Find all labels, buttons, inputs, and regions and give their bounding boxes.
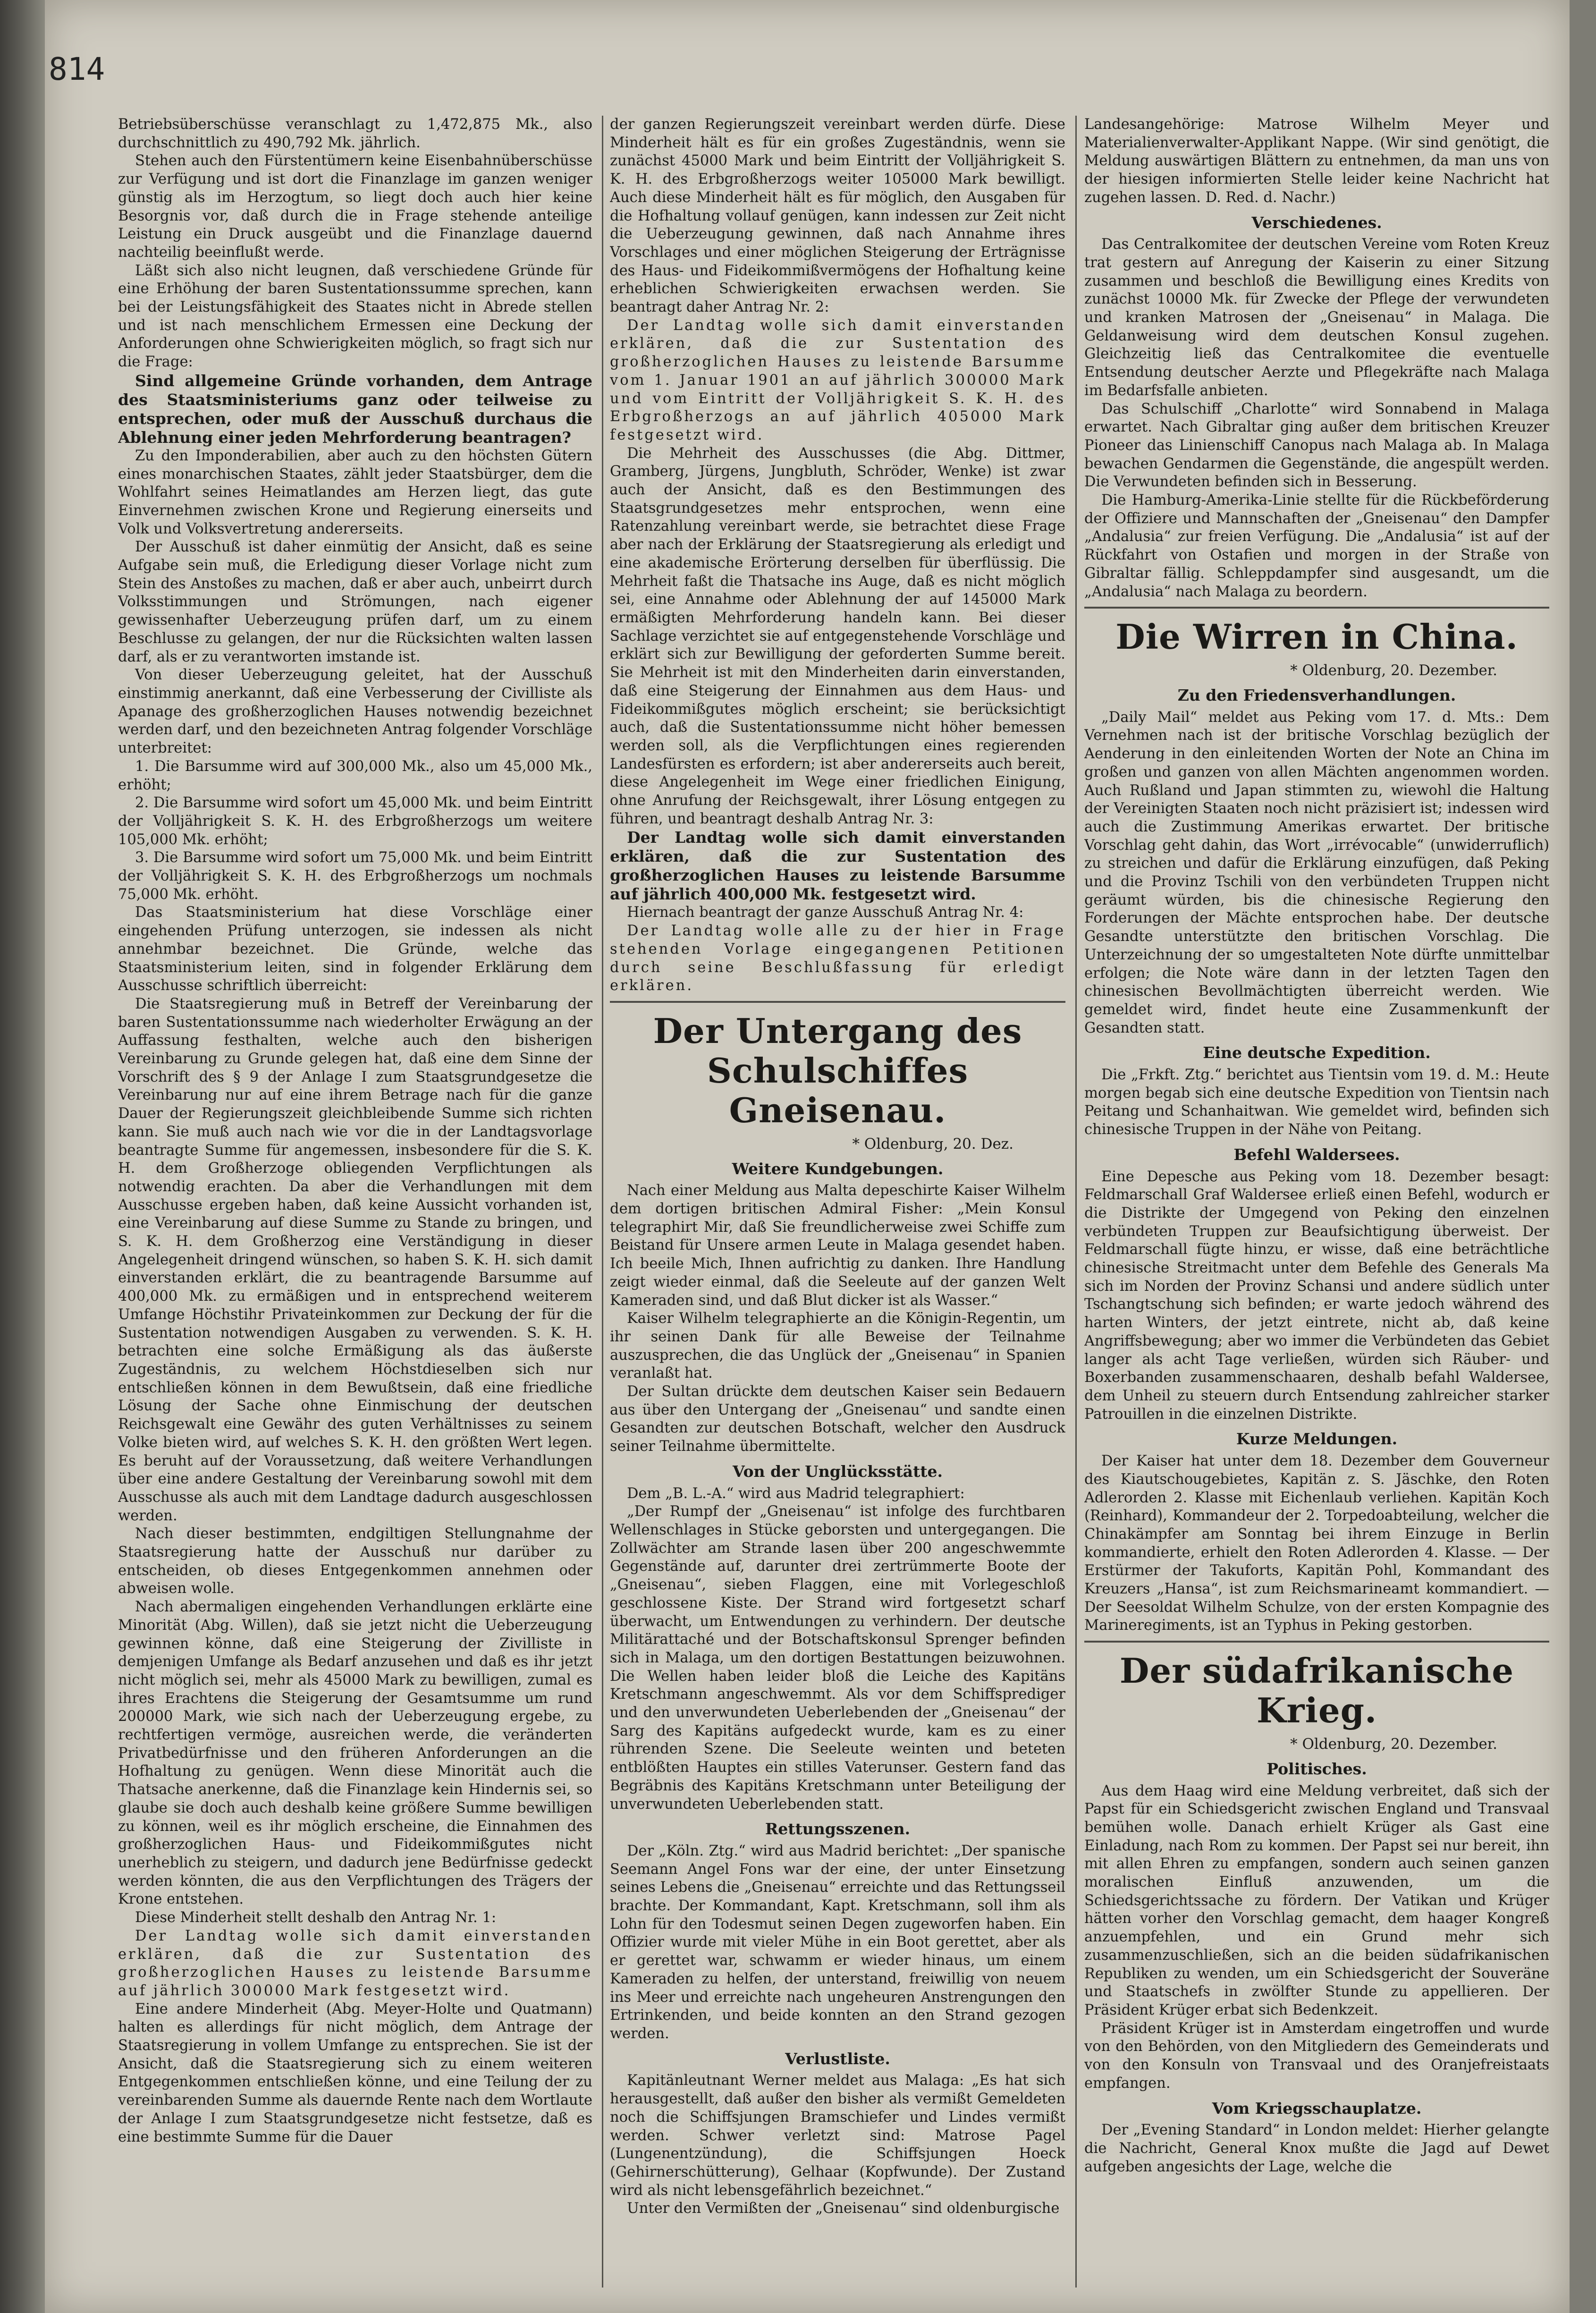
paragraph: Präsident Krüger ist in Amsterdam eingetroffen und wurde von den Behörden, von den Mitgliedern des Gemeinderats und von den Konsuln von Transvaal und des Oranjefreistaats empfangen.	[1084, 2020, 1549, 2092]
paragraph: Nach dieser bestimmten, endgiltigen Stellungnahme der Staatsregierung hatte der Ausschuß nur darüber zu entscheiden, ob dieses Entgegenkommen annehmen oder abweisen wolle.	[118, 1525, 592, 1597]
paragraph: Das Schulschiff „Charlotte“ wird Sonnabend in Malaga erwartet. Nach Gibraltar ging außer dem britischen Kreuzer Pioneer das Linienschiff Canopus nach Malaga ab. In Malaga bewachen Gendarmen die Gegenstände, die angespült werden. Die Verwundeten befinden sich in Besserung.	[1084, 400, 1549, 491]
paragraph: Hiernach beantragt der ganze Ausschuß Antrag Nr. 4:	[627, 904, 1024, 921]
subheading: Eine deutsche Expedition.	[1203, 1043, 1431, 1062]
paragraph: Der „Evening Standard“ in London meldet: Hierher gelangte die Nachricht, General Knox mußte die Jagd auf Dewet aufgeben angesichts der Lage, welche die	[1084, 2122, 1549, 2175]
section-rule	[610, 1001, 1065, 1003]
motion-text: Der Landtag wolle alle zu der hier in Frage stehenden Vorlage eingegangenen Petitionen durch seine Beschlußfassung für erledigt erklären.	[610, 923, 1065, 994]
paragraph: Betriebsüberschüsse veranschlagt zu 1,472,875 Mk., also durchschnittlich zu 490,792 Mk. jährlich.	[118, 116, 592, 151]
article-headline: Die Wirren in China.	[1115, 617, 1518, 657]
paragraph: Diese Minderheit stellt deshalb den Antrag Nr. 1:	[135, 1909, 497, 1926]
dateline: * Oldenburg, 20. Dez.	[852, 1135, 1013, 1152]
paragraph: Kapitänleutnant Werner meldet aus Malaga: „Es hat sich herausgestellt, daß außer den bisher als vermißt Gemeldeten noch die Schiffsjungen Bramschiefer und Lindes vermißt werden. Schwer verletzt sind: Matrose Pagel (Lungenentzündung), die Schiffsjungen Hoeck (Gehirnerschütterung), Gelhaar (Kopfwunde). Der Zustand wird als nicht lebensgefährlich bezeichnet.“	[610, 2072, 1065, 2199]
motion-text: Der Landtag wolle sich damit einverstanden erklären, daß die zur Sustentation des großherzoglichen Hauses zu leistende Barsumme auf jährlich 400,000 Mk. festgesetzt wird.	[610, 828, 1065, 904]
paragraph: Dem „B. L.-A.“ wird aus Madrid telegraphiert:	[627, 1485, 965, 1502]
list-item: 3. Die Barsumme wird sofort um 75,000 Mk. und beim Eintritt der Volljährigkeit S. K. H. des Erbgroßherzogs um nochmals 75,000 Mk. erhöht.	[118, 849, 592, 903]
motion-text: Der Landtag wolle sich damit einverstanden erklären, daß die zur Sustentation des großherzoglichen Hauses zu leistende Barsumme vom 1. Januar 1901 an auf jährlich 300000 Mark und vom Eintritt der Volljährigkeit S. K. H. des Erbgroßherzogs an auf jährlich 405000 Mark festgesetzt wird.	[610, 317, 1065, 443]
subheading: Von der Unglücksstätte.	[732, 1462, 943, 1481]
section-rule	[1084, 1641, 1549, 1643]
paragraph: Der Sultan drückte dem deutschen Kaiser sein Bedauern aus über den Untergang der „Gneisenau“ und sandte einen Gesandten zur deutschen Botschaft, welcher den Ausdruck seiner Teilnahme übermittelte.	[610, 1383, 1065, 1455]
paragraph: Die Mehrheit des Ausschusses (die Abg. Dittmer, Gramberg, Jürgens, Jungbluth, Schröder, Wenke) ist zwar auch der Ansicht, daß es den Bestimmungen des Staatsgrundgesetzes mehr entsprochen, wenn eine Ratenzahlung vereinbart werde, sie betrachtet diese Frage aber nach der Erklärung der Staatsregierung als erledigt und eine akademische Erörterung derselben für überflüssig. Die Mehrheit faßt die Thatsache ins Auge, daß es nicht möglich sei, eine Annahme oder Ablehnung der auf 145000 Mark ermäßigten Mehrforderung handeln kann. Bei dieser Sachlage verzichtet sie auf entgegenstehende Vorschläge und erklärt sich zur Bewilligung der geforderten Summe bereit. Sie Mehrheit ist mit den Minderheiten darin einverstanden, daß eine Steigerung der Einnahmen aus dem Haus- und Fideikommißgutes möglich erscheint; sie berücksichtigt auch, daß die Sustentationssumme nicht höher bemessen werden soll, als die Verpflichtungen eines regierenden Landesfürsten es erfordern; ist aber andererseits auch bereit, diese Angelegenheit im Wege einer friedlichen Einigung, ohne Anrufung der Reichsgewalt, ihrer Lösung entgegen zu führen, und beantragt deshalb Antrag Nr. 3:	[610, 445, 1065, 827]
paragraph: Der Ausschuß ist daher einmütig der Ansicht, daß es seine Aufgabe sein muß, die Erledigung dieser Vorlage nicht zum Stein des Anstoßes zu machen, daß er aber auch, unbeirrt durch Volksstimmungen und Strömungen, nach eigener gewissenhafter Ueberzeugung prüfen darf, um zu einem Beschlusse zu gelangen, der nur die Rücksichten walten lassen darf, als er zu verantworten imstande ist.	[118, 539, 592, 665]
motion-text: Der Landtag wolle sich damit einverstanden erklären, daß die zur Sustentation des großherzoglichen Hauses zu leistende Barsumme auf jährlich 300000 Mark festgesetzt wird.	[118, 1927, 592, 1999]
dateline: * Oldenburg, 20. Dezember.	[1290, 1736, 1497, 1753]
paragraph: Die Staatsregierung muß in Betreff der Vereinbarung der baren Sustentationssumme nach wiederholter Erwägung an der Auffassung festhalten, welche auch den bisherigen Vereinbarung zu Grunde gelegen hat, daß eine dem Sinne der Vorschrift des § 9 der Anlage I zum Staatsgrundgesetze die Vereinbarung nur auf eine ihrem Betrage nach für die ganze Dauer der Regierungszeit gleichbleibende Summe sich richten kann. Sie muß auch nach wie vor die in der Landtagsvorlage beantragte Summe für angemessen, insbesondere für die S. K. H. dem Großherzoge obliegenden Verpflichtungen als notwendig erachten. Da aber die Verhandlungen mit dem Ausschusse ergeben haben, daß keine Aussicht vorhanden ist, eine Vereinbarung auf diese Summe zu Stande zu bringen, und S. K. H. dem Großherzog eine Verständigung in dieser Angelegenheit dringend wünschen, so haben S. K. H. sich damit einverstanden erklärt, die zu beantragende Barsumme auf 400,000 Mk. zu ermäßigen und in entsprechend weiterem Umfange Höchstihr Privateinkommen zur Deckung der für die Sustentation notwendigen Ausgaben zu verwenden. S. K. H. betrachten eine solche Ermäßigung als das äußerste Zugeständnis, zu welchem Höchstdieselben sich nur entschließen können in dem Bewußtsein, daß eine friedliche Lösung der Sache ohne Einmischung der deutschen Reichsgewalt eine Gewähr des guten Verhältnisses zu seinem Volke bieten wird, auf welches S. K. H. den größten Wert legen. Es beruht auf der Voraussetzung, daß weitere Verhandlungen über eine andere Gestaltung der Vereinbarung sowohl mit dem Ausschusse als auch mit dem Landtage dadurch ausgeschlossen werden.	[118, 995, 592, 1524]
column-2	[610, 116, 1065, 2288]
subheading: Befehl Waldersees.	[1233, 1145, 1400, 1164]
article-headline: Der Untergang des Schulschiffes Gneisenau.	[653, 1010, 1022, 1130]
subheading: Kurze Meldungen.	[1236, 1430, 1398, 1449]
paragraph: Unter den Vermißten der „Gneisenau“ sind oldenburgische	[627, 2200, 1060, 2217]
paragraph: Von dieser Ueberzeugung geleitet, hat der Ausschuß einstimmig anerkannt, daß eine Verbesserung der Civilliste als Apanage des großherzoglichen Hauses notwendig bezeichnet werden darf, und den bezeichneten Antrag folgender Vorschläge unterbreitet:	[118, 667, 592, 757]
paragraph: Die „Frkft. Ztg.“ berichtet aus Tientsin vom 19. d. M.: Heute morgen begab sich eine deutsche Expedition von Tientsin nach Peitang und Schanhaitwan. Wie gemeldet wird, befinden sich chinesische Truppen in der Nähe von Peitang.	[1084, 1067, 1549, 1138]
paragraph: Nach abermaligen eingehenden Verhandlungen erklärte eine Minorität (Abg. Willen), daß sie jetzt nicht die Ueberzeugung gewinnen könne, daß eine Steigerung der Zivilliste in demjenigen Umfange als Bedarf anzusehen und daß es ihr jetzt nicht möglich sei, mehr als 45000 Mark zu bewilligen, zumal es ihres Erachtens die Steigerung der Gesamtsumme um rund 200000 Mark, wie sich nach der Ueberzeugung ergebe, zu rechtfertigen vermöge, ausreichen werde, die veränderten Privatbedürfnisse und den früheren Anforderungen an die Hofhaltung zu genügen. Wenn diese Minorität auch die Thatsache anerkenne, daß die Finanzlage kein Hindernis sei, so glaube sie doch auch deshalb keine größere Summe bewilligen zu können, weil es ihr möglich erscheine, die Einnahmen des großherzoglichen Haus- und Fideikommißgutes nicht unerheblich zu steigern, und dadurch jene Bedürfnisse gedeckt werden könnten, die aus den Verpflichtungen des Trägers der Krone entstehen.	[118, 1599, 592, 1908]
column-1	[118, 116, 592, 2288]
paragraph: Läßt sich also nicht leugnen, daß verschiedene Gründe für eine Erhöhung der baren Sustentationssumme sprechen, kann bei der Leistungsfähigkeit des Staates nicht in Abrede stellen und ist nach menschlichem Ermessen eine Deckung der Anforderungen ohne Schwierigkeiten möglich, so fragt sich nur die Frage:	[118, 262, 592, 371]
paragraph: Die Hamburg-Amerika-Linie stellte für die Rückbeförderung der Offiziere und Mannschaften der „Gneisenau“ den Dampfer „Andalusia“ zur freien Verfügung. Die „Andalusia“ ist auf der Rückfahrt von Ostafien und morgen in der Straße von Gibraltar fällig. Schleppdampfer sind ausgesandt, um die „Andalusia“ nach Malaga zu beordern.	[1084, 492, 1549, 600]
list-item: 1. Die Barsumme wird auf 300,000 Mk., also um 45,000 Mk., erhöht;	[118, 758, 592, 793]
paragraph: „Daily Mail“ meldet aus Peking vom 17. d. Mts.: Dem Vernehmen nach ist der britische Vorschlag bezüglich der Aenderung in den einleitenden Worten der Note an China im großen und ganzen von allen Mächten angenommen worden. Auch Rußland und Japan stimmten zu, wiewohl die Haltung der Vereinigten Staaten noch nicht präzisiert ist; indessen wird auch die Zustimmung Amerikas erwartet. Der britische Vorschlag geht dahin, das Wort „irrévocable“ (unwiderruflich) zu streichen und dafür die Erklärung einzufügen, daß Peking und die Provinz Tschili von den verbündeten Truppen nicht geräumt würden, bis die chinesische Regierung den Forderungen der Mächte entsprochen habe. Der deutsche Gesandte unterstützte den britischen Vorschlag. Die Unterzeichnung der so umgestalteten Note dürfte unmittelbar erfolgen; die Note wäre dann in der letzten Tagen den chinesischen Bevollmächtigten überreicht werden. Wie gemeldet wird, findet heute eine Zusammenkunft der Gesandten statt.	[1084, 709, 1549, 1036]
article-headline: Der südafrikanische Krieg.	[1119, 1651, 1514, 1731]
column-3	[1084, 116, 1549, 2288]
paragraph: Eine Depesche aus Peking vom 18. Dezember besagt: Feldmarschall Graf Waldersee erließ einen Befehl, wodurch er die Distrikte der Umgegend von Peking den einzelnen verbündeten Truppen zur Beaufsichtigung überweist. Der Feldmarschall fügte hinzu, er wisse, daß eine beträchtliche chinesische Streitmacht unter dem Befehle des Generals Ma sich im Norden der Provinz Schansi und andere südlich unter Tschangtschung sich befinden; er warte jedoch während des harten Winters, der jetzt eintrete, nicht ab, daß keine Angriffsbewegung; aber wo immer die Verbündeten das Gebiet langer als acht Tage verließen, würden sich Räuber- und Boxerbanden zusammenschaaren, deshalb befahl Waldersee, dem Unheil zu steuern durch Entsendung zahlreicher starker Patrouillen in die einzelnen Distrikte.	[1084, 1168, 1549, 1423]
subheading: Politisches.	[1267, 1759, 1367, 1778]
paragraph: Eine andere Minderheit (Abg. Meyer-Holte und Quatmann) halten es allerdings für nicht möglich, dem Antrage der Staatsregierung in vollem Umfange zu entsprechen. Sie ist der Ansicht, daß die Staatsregierung sich zu einem weiteren Entgegenkommen entschließen könne, und eine Teilung der zu vereinbarenden Summe als dauernde Rente nach dem Wortlaute der Anlage I zum Staatsgrundgesetze nicht festsetze, daß es eine bestimmte Summe für die Dauer	[118, 2000, 592, 2145]
paragraph: „Der Rumpf der „Gneisenau“ ist infolge des furchtbaren Wellenschlages in Stücke geborsten und untergegangen. Die Zollwächter am Strande lasen über 200 angeschwemmte Gegenstände auf, darunter drei zertrümmerte Boote der „Gneisenau“, sieben Flaggen, eine mit Vorlegeschloß geschlossene Kiste. Der Strand wird fortgesetzt scharf überwacht, um Entwendungen zu verhindern. Der deutsche Militärattaché und der Botschaftskonsul Sprenger befinden sich in Malaga, um den dortigen Bestattungen beizuwohnen. Die Wellen haben leider bloß die Leiche des Kapitäns Kretschmann angeschwemmt. Als vor dem Schiffsprediger und den unverwundeten Ueberlebenden der „Gneisenau“ der Sarg des Kapitäns aufgedeckt wurde, kam es zu einer rührenden Szene. Die Seeleute weinten und beteten entblößten Hauptes ein stilles Vaterunser. Gestern fand das Begräbnis des Kapitäns Kretschmann unter Beteiligung der unverwundeten Ueberlebenden statt.	[610, 1503, 1065, 1813]
paragraph: Stehen auch den Fürstentümern keine Eisenbahnüberschüsse zur Verfügung und ist dort die Finanzlage im ganzen weniger günstig als im Herzogtum, so liegt doch auch hier keine Besorgnis vor, daß durch die in Frage stehende anteilige Leistung ein Druck ausgeübt und die Finanzlage dauernd nachteilig beeinflußt werde.	[118, 153, 592, 261]
dateline: * Oldenburg, 20. Dezember.	[1290, 662, 1497, 679]
column-rule	[1075, 116, 1077, 2288]
question-lead: Sind allgemeine Gründe vorhanden, dem Antrage des Staatsministeriums ganz oder teilweise zu entsprechen, oder muß der Ausschuß durchaus die Ablehnung einer jeden Mehrforderung beantragen?	[118, 371, 592, 447]
column-rule	[602, 116, 603, 2288]
newspaper-page	[45, 0, 1570, 2313]
section-rule	[1084, 607, 1549, 609]
subheading: Weitere Kundgebungen.	[732, 1159, 944, 1178]
page-number: 814	[49, 51, 105, 87]
paragraph: Der „Köln. Ztg.“ wird aus Madrid berichtet: „Der spanische Seemann Angel Fons war der eine, der unter Einsetzung seines Lebens die „Gneisenau“ erreichte und das Rettungsseil brachte. Der Kommandant, Kapt. Kretschmann, soll ihm als Lohn für den Todesmut seinen Degen zugeworfen haben. Ein Offizier wurde mit vieler Mühe in ein Boot gerettet, aber als er gerettet war, schwamm er wieder hinaus, um einem Kameraden zu helfen, der unterstand, freiwillig von neuem ins Meer und erreichte nach ungeheuren Anstrengungen den Ertrinkenden, und beide konnten an den Strand gezogen werden.	[610, 1842, 1065, 2042]
subheading: Verschiedenes.	[1251, 213, 1382, 232]
paragraph: Das Centralkomitee der deutschen Vereine vom Roten Kreuz trat gestern auf Anregung der Kaiserin zu einer Sitzung zusammen und beschloß die Bewilligung eines Kredits von zunächst 10000 Mk. für Zwecke der Pflege der verwundeten und kranken Matrosen der „Gneisenau“ in Malaga. Die Geldanweisung wird dem deutschen Konsul zugehen. Gleichzeitig ließ das Centralkomitee die eventuelle Entsendung deutscher Aerzte und Pflegekräfte nach Malaga im Bedarfsfalle anbieten.	[1084, 236, 1549, 399]
paragraph: Aus dem Haag wird eine Meldung verbreitet, daß sich der Papst für ein Schiedsgericht zwischen England und Transvaal bemühen wolle. Danach erhielt Krüger als Gast eine Einladung, nach Rom zu kommen. Der Papst sei nur bereit, ihn mit allen Ehren zu empfangen, sondern auch seinen ganzen moralischen Einfluß anzuwenden, um die Schiedsgerichtssache zu fördern. Der Vatikan und Krüger hätten vorher den Vorschlag gemacht, dem haager Kongreß anzuempfehlen, und ein Grund mehr sich zusammenzuschließen, sich an die beiden südafrikanischen Republiken zu wenden, um ein Schiedsgericht der Souveräne und Staatschefs in zwölfter Stunde zu appellieren. Der Präsident Krüger erbat sich Bedenkzeit.	[1084, 1782, 1549, 2018]
paragraph: Kaiser Wilhelm telegraphierte an die Königin-Regentin, um ihr seinen Dank für alle Beweise der Teilnahme auszusprechen, die das Unglück der „Gneisenau“ in Spanien veranlaßt hat.	[610, 1310, 1065, 1382]
book-binding	[0, 0, 45, 2313]
subheading: Zu den Friedensverhandlungen.	[1177, 686, 1456, 704]
paragraph: Zu den Imponderabilien, aber auch zu den höchsten Gütern eines monarchischen Staates, zählt jeder Staatsbürger, dem die Wohlfahrt seines Heimatlandes am Herzen liegt, das gute Einvernehmen zwischen Krone und Regierung einerseits und Volk und Volksvertretung andererseits.	[118, 447, 592, 537]
subheading: Vom Kriegsschauplatze.	[1212, 2099, 1422, 2118]
list-item: 2. Die Barsumme wird sofort um 45,000 Mk. und beim Eintritt der Volljährigkeit S. K. H. des Erbgroßherzogs um weitere 105,000 Mk. erhöht;	[118, 795, 592, 848]
paragraph: Der Kaiser hat unter dem 18. Dezember dem Gouverneur des Kiautschougebietes, Kapitän z. S. Jäschke, den Roten Adlerorden 2. Klasse mit Eichenlaub verliehen. Kapitän Koch (Reinhard), Kommandeur der 2. Torpedoabteilung, welcher die Chinakämpfer am Sonntag bei ihrem Einzuge in Berlin kommandierte, erhielt den Roten Adlerorden 4. Klasse. — Der Erstürmer der Takuforts, Kapitän Pohl, Kommandant des Kreuzers „Hansa“, ist zum Reichsmarineamt kommandiert. — Der Seesoldat Wilhelm Schulze, von der ersten Kompagnie des Marineregiments, ist an Typhus in Peking gestorben.	[1084, 1453, 1549, 1634]
paragraph: Nach einer Meldung aus Malta depeschirte Kaiser Wilhelm dem dortigen britischen Admiral Fisher: „Mein Konsul telegraphirt Mir, daß Sie freundlicherweise zwei Schiffe zum Beistand für Unsere armen Leute in Malaga gesendet haben. Ich beeile Mich, Ihnen aufrichtig zu danken. Ihre Handlung zeigt wieder einmal, daß die Seeleute auf der ganzen Welt Kameraden sind, und daß Blut dicker ist als Wasser.“	[610, 1182, 1065, 1309]
paragraph: der ganzen Regierungszeit vereinbart werden dürfe. Diese Minderheit hält es für ein großes Zugeständnis, wenn sie zunächst 45000 Mark und beim Eintritt der Volljährigkeit S. K. H. des Erbgroßherzogs weiter 105000 Mark bewilligt. Auch diese Minderheit hält es für möglich, den Ausgaben für die Hofhaltung vollauf genügen, kann indessen zur Zeit nicht die Ueberzeugung gewinnen, daß nach Annahme ihres Vorschlages und einer möglichen Steigerung der Erträgnisse des Haus- und Fideikommißvermögens der Hofhaltung keine erheblichen Schwierigkeiten erwachsen werden. Sie beantragt daher Antrag Nr. 2:	[610, 116, 1065, 316]
paragraph: Das Staatsministerium hat diese Vorschläge einer eingehenden Prüfung unterzogen, sie indessen als nicht annehmbar bezeichnet. Die Gründe, welche das Staatsministerium leiten, sind in folgender Erklärung dem Ausschusse schriftlich überreicht:	[118, 904, 592, 994]
paragraph: Landesangehörige: Matrose Wilhelm Meyer und Materialienverwalter-Applikant Nappe. (Wir sind genötigt, die Meldung auswärtigen Blättern zu entnehmen, da man uns von der hiesigen informierten Stelle leider keine Nachricht hat zugehen lassen. D. Red. d. Nachr.)	[1084, 116, 1549, 206]
subheading: Rettungsszenen.	[765, 1820, 911, 1839]
subheading: Verlustliste.	[785, 2049, 890, 2068]
